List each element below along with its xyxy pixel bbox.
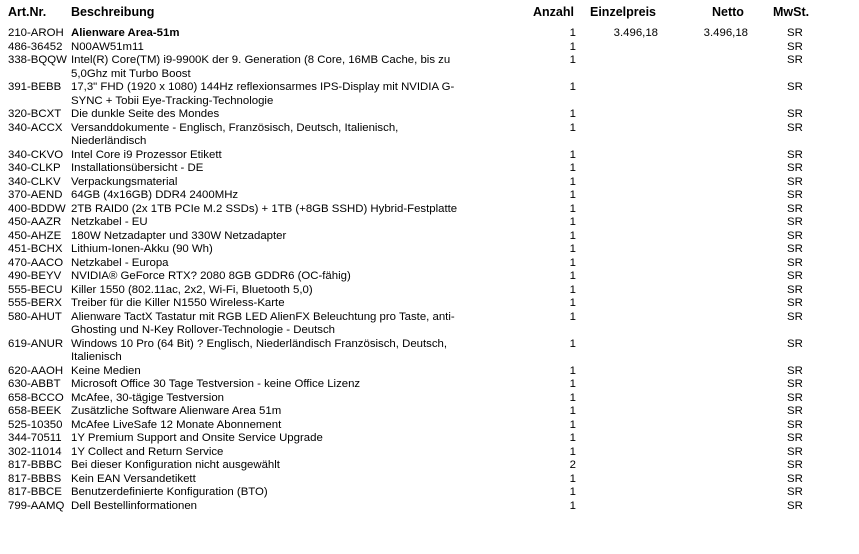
vat-cell: SR bbox=[787, 121, 803, 134]
art-number-cell: 658-BCCO bbox=[8, 391, 64, 404]
art-number-cell: 340-CLKP bbox=[8, 162, 61, 174]
vat-cell: SR bbox=[787, 310, 803, 323]
art-number-cell: 555-BERX bbox=[8, 297, 62, 309]
quantity-cell: 1 bbox=[569, 243, 576, 255]
quantity-cell: 1 bbox=[569, 229, 576, 242]
table-row bbox=[0, 473, 859, 487]
art-number-cell: 370-AEND bbox=[8, 189, 63, 201]
quantity-cell: 1 bbox=[569, 337, 576, 350]
art-number-cell: 450-AHZE bbox=[8, 229, 62, 242]
art-number-cell: 658-BEEK bbox=[8, 405, 62, 417]
art-number-cell: 340-CKVO bbox=[8, 148, 64, 161]
art-number-cell: 555-BECU bbox=[8, 283, 63, 296]
header-description: Beschreibung bbox=[71, 5, 155, 19]
vat-cell: SR bbox=[787, 216, 803, 228]
vat-cell: SR bbox=[787, 378, 803, 390]
art-number-cell: 470-AACO bbox=[8, 256, 64, 269]
quantity-cell: 2 bbox=[569, 459, 576, 471]
art-number-cell: 320-BCXT bbox=[8, 108, 62, 120]
table-row bbox=[0, 270, 859, 284]
description-cell: Keine Medien bbox=[71, 364, 141, 377]
art-number-cell: 340-ACCX bbox=[8, 121, 63, 134]
quantity-cell: 1 bbox=[569, 472, 576, 485]
art-number-cell: 799-AAMQ bbox=[8, 499, 65, 512]
art-number-cell: 817-BBBS bbox=[8, 472, 62, 485]
art-number-cell: 400-BDDW bbox=[8, 202, 66, 215]
vat-cell: SR bbox=[787, 54, 803, 66]
description-cell: Verpackungsmaterial bbox=[71, 175, 178, 188]
quantity-cell: 1 bbox=[569, 310, 576, 323]
quantity-cell: 1 bbox=[569, 40, 576, 53]
table-row bbox=[0, 486, 859, 500]
table-row bbox=[0, 257, 859, 271]
table-row bbox=[0, 405, 859, 419]
quantity-cell: 1 bbox=[569, 270, 576, 282]
description-cell: Bei dieser Konfiguration nicht ausgewählt bbox=[71, 459, 280, 471]
vat-cell: SR bbox=[787, 108, 803, 120]
table-row bbox=[0, 459, 859, 473]
art-number-cell: 391-BEBB bbox=[8, 81, 62, 93]
quantity-cell: 1 bbox=[569, 202, 576, 215]
vat-cell: SR bbox=[787, 81, 803, 93]
vat-cell: SR bbox=[787, 337, 803, 350]
art-number-cell: 525-10350 bbox=[8, 418, 63, 431]
vat-cell: SR bbox=[787, 243, 803, 255]
art-number-cell: 490-BEYV bbox=[8, 270, 62, 282]
quantity-cell: 1 bbox=[569, 54, 576, 66]
table-row bbox=[0, 54, 859, 81]
table-row bbox=[0, 365, 859, 379]
vat-cell: SR bbox=[787, 162, 803, 174]
vat-cell: SR bbox=[787, 391, 803, 404]
table-row bbox=[0, 81, 859, 108]
table-row bbox=[0, 149, 859, 163]
quantity-cell: 1 bbox=[569, 391, 576, 404]
vat-cell: SR bbox=[787, 229, 803, 242]
vat-cell: SR bbox=[787, 418, 803, 431]
vat-cell: SR bbox=[787, 283, 803, 296]
art-number-cell: 630-ABBT bbox=[8, 378, 61, 390]
line-items bbox=[0, 27, 859, 513]
table-row bbox=[0, 243, 859, 257]
description-cell: Versanddokumente - Englisch, Französisch, Deutsch, Italienisch, Niederländisch bbox=[71, 121, 399, 147]
description-cell: 2TB RAID0 (2x 1TB PCIe M.2 SSDs) + 1TB (+8GB SSHD) Hybrid-Festplatte bbox=[71, 202, 458, 215]
description-cell: Netzkabel - Europa bbox=[71, 256, 169, 269]
table-row bbox=[0, 162, 859, 176]
quantity-cell: 1 bbox=[569, 256, 576, 269]
art-number-cell: 302-11014 bbox=[8, 445, 62, 458]
description-cell: Benutzerdefinierte Konfiguration (BTO) bbox=[71, 486, 268, 498]
art-number-cell: 210-AROH bbox=[8, 27, 64, 39]
description-cell: 1Y Collect and Return Service bbox=[71, 445, 224, 458]
table-row bbox=[0, 338, 859, 365]
vat-cell: SR bbox=[787, 297, 803, 309]
quantity-cell: 1 bbox=[569, 378, 576, 390]
quantity-cell: 1 bbox=[569, 432, 576, 444]
vat-cell: SR bbox=[787, 148, 803, 161]
table-row bbox=[0, 27, 859, 41]
table-row bbox=[0, 203, 859, 217]
art-number-cell: 817-BBBC bbox=[8, 459, 62, 471]
table-row bbox=[0, 216, 859, 230]
art-number-cell: 619-ANUR bbox=[8, 337, 64, 350]
description-cell: Killer 1550 (802.11ac, 2x2, Wi-Fi, Bluetooth 5,0) bbox=[71, 283, 313, 296]
description-cell: Lithium-Ionen-Akku (90 Wh) bbox=[71, 243, 213, 255]
art-number-cell: 451-BCHX bbox=[8, 243, 63, 255]
header-quantity: Anzahl bbox=[533, 5, 574, 19]
vat-cell: SR bbox=[787, 432, 803, 444]
description-cell: Microsoft Office 30 Tage Testversion - keine Office Lizenz bbox=[71, 378, 361, 390]
header-unit-price: Einzelpreis bbox=[590, 5, 656, 19]
description-cell: 1Y Premium Support and Onsite Service Upgrade bbox=[71, 432, 323, 444]
description-cell: 64GB (4x16GB) DDR4 2400MHz bbox=[71, 189, 239, 201]
description-cell: Dell Bestellinformationen bbox=[71, 499, 197, 512]
art-number-cell: 580-AHUT bbox=[8, 310, 62, 323]
quantity-cell: 1 bbox=[569, 81, 576, 93]
description-cell: 17,3" FHD (1920 x 1080) 144Hz reflexionsarmes IPS-Display mit NVIDIA G-SYNC + Tobii Eye-Tracking-Technologie bbox=[71, 81, 455, 107]
table-row bbox=[0, 446, 859, 460]
art-number-cell: 340-CLKV bbox=[8, 175, 61, 188]
table-row bbox=[0, 176, 859, 190]
table-row bbox=[0, 122, 859, 149]
table-row bbox=[0, 378, 859, 392]
quantity-cell: 1 bbox=[569, 121, 576, 134]
description-cell: Die dunkle Seite des Mondes bbox=[71, 108, 220, 120]
vat-cell: SR bbox=[787, 270, 803, 282]
vat-cell: SR bbox=[787, 499, 803, 512]
description-cell: Alienware TactX Tastatur mit RGB LED AlienFX Beleuchtung pro Taste, anti-Ghosting und N-Key Rollover-Technologie - Deutsch bbox=[71, 310, 455, 336]
quantity-cell: 1 bbox=[569, 108, 576, 120]
table-row bbox=[0, 297, 859, 311]
net-cell: 3.496,18 bbox=[703, 27, 748, 39]
description-cell: Intel(R) Core(TM) i9-9900K der 9. Generation (8 Core, 16MB Cache, bis zu 5,0Ghz mit Turbo Boost bbox=[71, 54, 451, 80]
art-number-cell: 817-BBCE bbox=[8, 486, 62, 498]
description-cell: Treiber für die Killer N1550 Wireless-Karte bbox=[71, 297, 285, 309]
vat-cell: SR bbox=[787, 459, 803, 471]
description-cell: McAfee, 30-tägige Testversion bbox=[71, 391, 225, 404]
vat-cell: SR bbox=[787, 405, 803, 417]
vat-cell: SR bbox=[787, 472, 803, 485]
table-row bbox=[0, 230, 859, 244]
description-cell: Zusätzliche Software Alienware Area 51m bbox=[71, 405, 282, 417]
quantity-cell: 1 bbox=[569, 175, 576, 188]
table-row bbox=[0, 432, 859, 446]
vat-cell: SR bbox=[787, 27, 803, 39]
description-cell: Alienware Area-51m bbox=[71, 27, 180, 39]
art-number-cell: 344-70511 bbox=[8, 432, 62, 444]
table-row bbox=[0, 108, 859, 122]
unit-price-cell: 3.496,18 bbox=[613, 27, 658, 39]
art-number-cell: 338-BQQW bbox=[8, 54, 67, 66]
quantity-cell: 1 bbox=[569, 445, 576, 458]
vat-cell: SR bbox=[787, 202, 803, 215]
vat-cell: SR bbox=[787, 445, 803, 458]
quantity-cell: 1 bbox=[569, 189, 576, 201]
quantity-cell: 1 bbox=[569, 148, 576, 161]
description-cell: N00AW51m11 bbox=[71, 40, 144, 53]
art-number-cell: 620-AAOH bbox=[8, 364, 64, 377]
quantity-cell: 1 bbox=[569, 486, 576, 498]
description-cell: Netzkabel - EU bbox=[71, 216, 148, 228]
quantity-cell: 1 bbox=[569, 405, 576, 417]
vat-cell: SR bbox=[787, 189, 803, 201]
table-row bbox=[0, 500, 859, 514]
quantity-cell: 1 bbox=[569, 499, 576, 512]
table-row bbox=[0, 41, 859, 55]
description-cell: Windows 10 Pro (64 Bit) ? Englisch, Niederländisch Französisch, Deutsch, Italienisch bbox=[71, 337, 448, 363]
description-cell: NVIDIA® GeForce RTX? 2080 8GB GDDR6 (OC-fähig) bbox=[71, 270, 351, 282]
quantity-cell: 1 bbox=[569, 27, 576, 39]
header-net: Netto bbox=[712, 5, 744, 19]
vat-cell: SR bbox=[787, 364, 803, 377]
quantity-cell: 1 bbox=[569, 364, 576, 377]
table-row bbox=[0, 284, 859, 298]
description-cell: Kein EAN Versandetikett bbox=[71, 472, 196, 485]
quantity-cell: 1 bbox=[569, 418, 576, 431]
description-cell: McAfee LiveSafe 12 Monate Abonnement bbox=[71, 418, 282, 431]
table-row bbox=[0, 392, 859, 406]
header-art-nr: Art.Nr. bbox=[8, 5, 47, 19]
quantity-cell: 1 bbox=[569, 283, 576, 296]
vat-cell: SR bbox=[787, 486, 803, 498]
art-number-cell: 486-36452 bbox=[8, 40, 63, 53]
vat-cell: SR bbox=[787, 256, 803, 269]
quantity-cell: 1 bbox=[569, 297, 576, 309]
table-row bbox=[0, 419, 859, 433]
description-cell: Installationsübersicht - DE bbox=[71, 162, 204, 174]
header-vat: MwSt. bbox=[773, 5, 810, 19]
vat-cell: SR bbox=[787, 40, 803, 53]
description-cell: 180W Netzadapter und 330W Netzadapter bbox=[71, 229, 287, 242]
quantity-cell: 1 bbox=[569, 162, 576, 174]
table-row bbox=[0, 311, 859, 338]
art-number-cell: 450-AAZR bbox=[8, 216, 62, 228]
quantity-cell: 1 bbox=[569, 216, 576, 228]
description-cell: Intel Core i9 Prozessor Etikett bbox=[71, 148, 222, 161]
table-row bbox=[0, 189, 859, 203]
vat-cell: SR bbox=[787, 175, 803, 188]
